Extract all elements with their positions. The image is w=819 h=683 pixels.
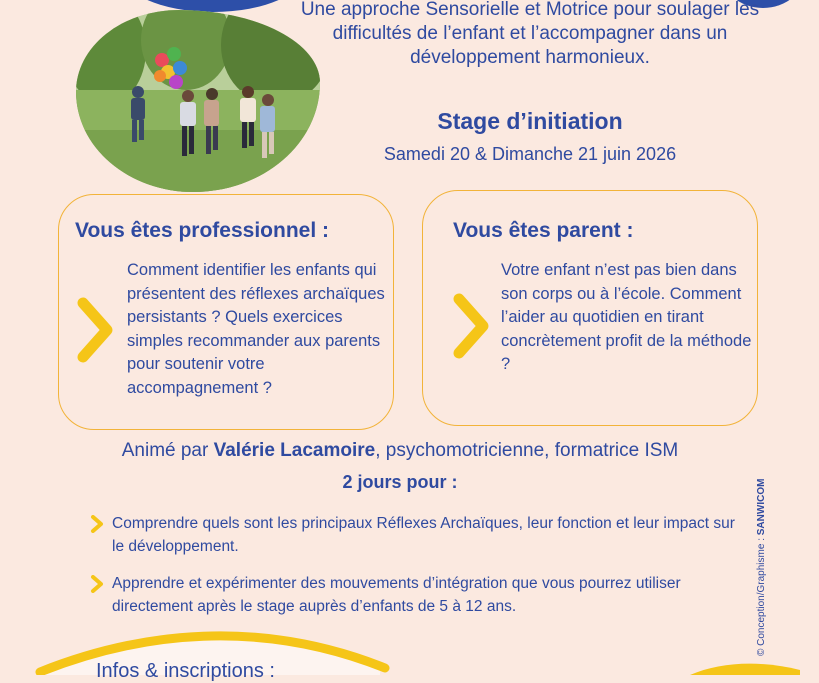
decorative-blob-top-left <box>118 0 308 12</box>
trainer-name: Valérie Lacamoire <box>213 440 376 461</box>
parent-card <box>422 190 758 426</box>
trainer-suffix: , psychomotricienne, formatrice ISM <box>375 440 679 461</box>
infos-heading: Infos & inscriptions : <box>96 660 275 682</box>
chevron-right-icon <box>90 575 104 593</box>
credit-brand: SANWICOM <box>756 478 767 536</box>
chevron-right-icon <box>77 297 115 363</box>
chevron-right-icon <box>453 293 491 359</box>
credit-prefix: © Conception/Graphisme : <box>756 535 767 656</box>
professional-card-text: Comment identifier les enfants qui présentent des réflexes archaïques persistants ? Quels exercices simples recommander aux parents pour soutenir votre accompagnement ? <box>127 261 385 397</box>
children-playing-photo <box>76 10 320 192</box>
parent-card-title: Vous êtes parent : <box>453 219 634 242</box>
intro-text: Une approche Sensorielle et Motrice pour soulager les difficultés de l’enfant et l’accompagner dans un développement harmonieux. <box>300 0 760 68</box>
chevron-right-icon <box>90 515 104 533</box>
trainer-prefix: Animé par <box>121 440 214 461</box>
program-item-text: Comprendre quels sont les principaux Réflexes Archaïques, leur fonction et leur impact sur le développement. <box>112 515 735 555</box>
stage-dates: Samedi 20 & Dimanche 21 juin 2026 <box>383 144 677 164</box>
professional-card <box>58 194 394 430</box>
professional-card-title: Vous êtes professionnel : <box>75 219 329 242</box>
stage-title: Stage d’initiation <box>437 108 623 134</box>
trainer-line <box>40 440 760 462</box>
parent-card-text: Votre enfant n’est pas bien dans son corps ou à l’école. Comment l’aider au quotidien en tirant concrètement profit de la méthode ? <box>501 261 752 373</box>
program-heading: 2 jours pour : <box>342 472 458 492</box>
program-item-text: Apprendre et expérimenter des mouvements d’intégration que vous pourrez utiliser directement après le stage auprès d’enfants de 5 à 12 ans. <box>112 575 681 615</box>
